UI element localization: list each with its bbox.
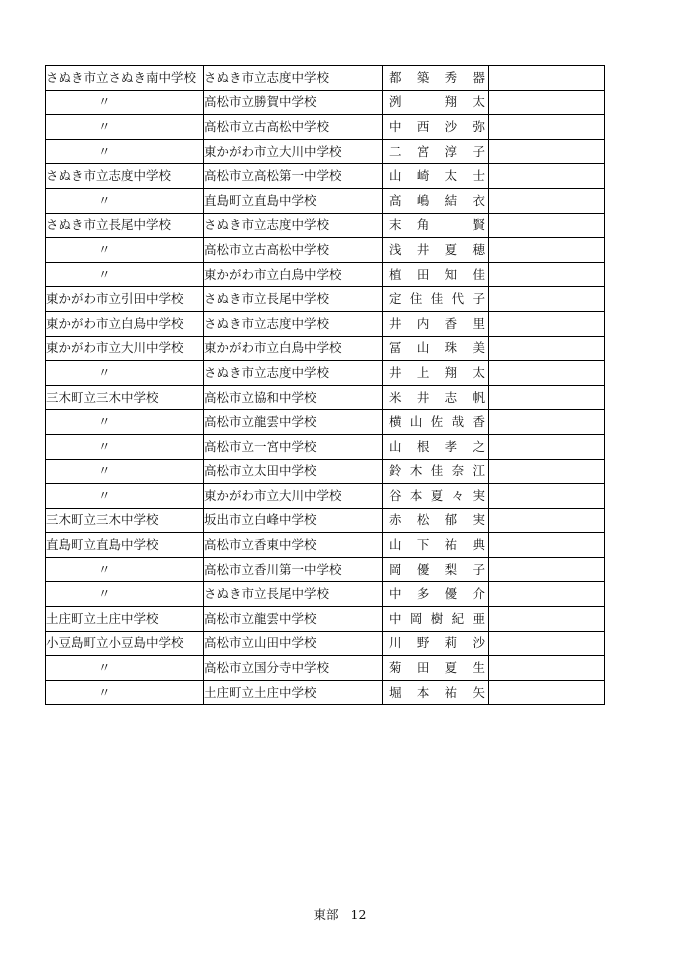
person-name [383,489,488,503]
name-character: 優 [444,586,458,602]
table-row [46,533,605,558]
name-character: 山 [409,414,423,430]
person-name [383,391,488,405]
table-row [46,508,605,533]
name-character: 木 [409,463,423,479]
name-cell [383,434,489,459]
name-character: 祐 [444,684,458,700]
name-cell [383,188,489,213]
name-character: 山 [389,438,402,454]
ditto-mark: 〃 [46,238,204,263]
person-name [383,218,488,232]
from-school-cell: 東かがわ市立大川中学校 [46,336,204,361]
table-row [46,410,605,435]
name-character: 江 [472,463,486,479]
name-character: 里 [472,315,485,331]
from-school-cell: さぬき市立志度中学校 [46,164,204,189]
name-character: 実 [472,487,486,503]
name-character: 宮 [416,143,430,159]
from-school-cell: 直島町立直島中学校 [46,533,204,558]
to-school-cell: さぬき市立志度中学校 [204,213,383,238]
name-character: 嶋 [416,192,430,208]
name-cell [383,656,489,681]
name-character: 中 [389,586,402,602]
to-school-cell: 高松市立高松第一中学校 [204,164,383,189]
to-school-cell: 東かがわ市立白鳥中学校 [204,336,383,361]
name-character: 莉 [444,635,458,651]
ditto-mark: 〃 [46,410,204,435]
name-character: 亜 [472,610,486,626]
name-cell [383,459,489,484]
table-row [46,262,605,287]
name-cell [383,607,489,632]
name-character: 秀 [444,69,458,85]
remarks-cell [489,262,605,287]
table-row [46,459,605,484]
ditto-mark: 〃 [46,115,204,140]
ditto-mark: 〃 [46,90,204,115]
name-cell [383,680,489,705]
name-character: 典 [472,537,485,553]
name-character: 赤 [389,512,402,528]
remarks-cell [489,557,605,582]
name-character: 都 [389,69,402,85]
name-character: 結 [444,192,458,208]
to-school-cell: 東かがわ市立大川中学校 [204,484,383,509]
name-character: 賢 [472,217,485,233]
remarks-cell [489,90,605,115]
name-character: 衣 [472,192,485,208]
remarks-cell [489,164,605,189]
name-cell [383,361,489,386]
person-name [383,415,488,429]
name-character: 堀 [389,684,402,700]
name-character: 山 [389,537,402,553]
remarks-cell [489,607,605,632]
person-name [383,120,488,134]
table-row [46,188,605,213]
name-character: 佳 [472,266,485,282]
table-row [46,385,605,410]
name-character: 洌 [389,94,402,110]
ditto-mark: 〃 [46,459,204,484]
name-character: 定 [389,291,402,307]
name-cell [383,582,489,607]
person-name [383,169,488,183]
table-row [46,336,605,361]
name-cell [383,287,489,312]
page-footer [0,905,680,923]
table-row [46,680,605,705]
name-character: 川 [389,635,402,651]
name-character: 菊 [389,660,402,676]
table-row [46,115,605,140]
name-cell [383,139,489,164]
ditto-mark: 〃 [46,582,204,607]
name-character: 冨 [389,340,402,356]
to-school-cell: 高松市立古高松中学校 [204,238,383,263]
person-name [383,661,488,675]
page-number: 12 [350,907,367,922]
to-school-cell: 東かがわ市立大川中学校 [204,139,383,164]
ditto-mark: 〃 [46,188,204,213]
name-cell [383,90,489,115]
name-character: 田 [416,266,430,282]
name-character: 翔 [444,94,458,110]
name-character: 井 [389,364,402,380]
name-character: 郁 [444,512,458,528]
name-cell [383,557,489,582]
name-character: 末 [389,217,402,233]
name-cell [383,533,489,558]
name-character: 本 [409,487,423,503]
remarks-cell [489,213,605,238]
person-name [383,317,488,331]
name-character: 夏 [444,241,458,257]
person-name [383,563,488,577]
name-character [445,218,458,232]
name-character: 孝 [444,438,458,454]
name-character: 内 [416,315,430,331]
person-name [383,686,488,700]
to-school-cell: 高松市立協和中学校 [204,385,383,410]
name-character: 井 [416,241,430,257]
name-character: 下 [416,537,430,553]
name-character: 浅 [389,241,402,257]
to-school-cell: 東かがわ市立白鳥中学校 [204,262,383,287]
from-school-cell: 小豆島町立小豆島中学校 [46,631,204,656]
name-character: 佳 [430,291,444,307]
table-row [46,311,605,336]
name-cell [383,484,489,509]
remarks-cell [489,434,605,459]
table-row [46,656,605,681]
name-cell [383,336,489,361]
remarks-cell [489,631,605,656]
ditto-mark: 〃 [46,262,204,287]
name-character: 志 [444,389,458,405]
from-school-cell: 土庄町立土庄中学校 [46,607,204,632]
person-name [383,440,488,454]
name-character: 夏 [444,660,458,676]
to-school-cell: さぬき市立長尾中学校 [204,582,383,607]
name-character: 山 [389,168,402,184]
remarks-cell [489,115,605,140]
name-character: 本 [416,684,430,700]
from-school-cell: 東かがわ市立白鳥中学校 [46,311,204,336]
name-character: 美 [472,340,485,356]
name-character: 二 [389,143,402,159]
to-school-cell: 高松市立太田中学校 [204,459,383,484]
person-name [383,145,488,159]
to-school-cell: 土庄町立土庄中学校 [204,680,383,705]
to-school-cell: 高松市立勝賀中学校 [204,90,383,115]
name-character: 実 [472,512,485,528]
to-school-cell: さぬき市立志度中学校 [204,311,383,336]
ditto-mark: 〃 [46,680,204,705]
name-character: 子 [472,143,485,159]
person-name [383,366,488,380]
name-character: 士 [472,168,485,184]
footer-section: 東部 [313,907,339,922]
name-character: 哉 [451,414,465,430]
to-school-cell: 坂出市立白峰中学校 [204,508,383,533]
to-school-cell: さぬき市立志度中学校 [204,361,383,386]
ditto-mark: 〃 [46,484,204,509]
name-character: 生 [472,660,485,676]
name-character: 子 [472,561,485,577]
name-character: 香 [444,315,458,331]
person-name [383,292,488,306]
name-character: 介 [472,586,485,602]
name-character: 西 [416,118,430,134]
person-name [383,194,488,208]
person-name [383,587,488,601]
name-character: 奈 [451,463,465,479]
from-school-cell: 三木町立三木中学校 [46,508,204,533]
remarks-cell [489,459,605,484]
name-character: 中 [389,610,402,626]
remarks-cell [489,484,605,509]
name-character: 淳 [444,143,458,159]
name-cell [383,164,489,189]
to-school-cell: さぬき市立志度中学校 [204,66,383,91]
name-character: 田 [416,660,430,676]
name-character: 井 [416,389,430,405]
name-character: 横 [389,414,402,430]
name-character: 之 [472,438,485,454]
name-character: 沙 [444,118,458,134]
name-cell [383,385,489,410]
table-row [46,164,605,189]
name-cell [383,410,489,435]
remarks-cell [489,508,605,533]
name-character: 穂 [472,241,485,257]
name-character: 太 [444,168,458,184]
table-row [46,434,605,459]
name-character: 野 [416,635,430,651]
to-school-cell: 高松市立古高松中学校 [204,115,383,140]
table-row [46,66,605,91]
remarks-cell [489,385,605,410]
person-name [383,538,488,552]
from-school-cell: さぬき市立長尾中学校 [46,213,204,238]
name-character: 夏 [430,487,444,503]
name-character: 知 [444,266,458,282]
name-character: 祐 [444,537,458,553]
name-cell [383,66,489,91]
to-school-cell: 高松市立香東中学校 [204,533,383,558]
name-character [417,95,430,109]
table-row [46,607,605,632]
name-cell [383,262,489,287]
person-name [383,513,488,527]
remarks-cell [489,656,605,681]
name-character: 住 [409,291,423,307]
name-character: 山 [416,340,430,356]
person-name [383,268,488,282]
name-character: 翔 [444,364,458,380]
to-school-cell: 高松市立一宮中学校 [204,434,383,459]
name-character: 太 [472,94,485,110]
name-character: 樹 [430,610,444,626]
table-row [46,90,605,115]
name-character: 香 [472,414,486,430]
name-character: 松 [416,512,430,528]
person-name [383,464,488,478]
remarks-cell [489,680,605,705]
name-character: 々 [451,487,465,503]
name-character: 梨 [444,561,458,577]
from-school-cell: さぬき市立さぬき南中学校 [46,66,204,91]
name-character: 岡 [409,610,423,626]
name-character: 紀 [451,610,465,626]
name-cell [383,311,489,336]
name-character: 矢 [472,684,485,700]
person-name [383,71,488,85]
remarks-cell [489,361,605,386]
remarks-cell [489,533,605,558]
ditto-mark: 〃 [46,557,204,582]
name-cell [383,115,489,140]
remarks-cell [489,238,605,263]
name-character: 角 [416,217,430,233]
table-row [46,287,605,312]
name-character: 谷 [389,487,402,503]
name-character: 弥 [472,118,485,134]
name-character: 帆 [472,389,485,405]
name-character: 器 [472,69,485,85]
from-school-cell: 三木町立三木中学校 [46,385,204,410]
to-school-cell: さぬき市立長尾中学校 [204,287,383,312]
remarks-cell [489,188,605,213]
name-character: 根 [416,438,430,454]
ditto-mark: 〃 [46,139,204,164]
to-school-cell: 高松市立国分寺中学校 [204,656,383,681]
name-character: 珠 [444,340,458,356]
to-school-cell: 直島町立直島中学校 [204,188,383,213]
name-character: 米 [389,389,402,405]
ditto-mark: 〃 [46,434,204,459]
table-row [46,361,605,386]
name-character: 中 [389,118,402,134]
remarks-cell [489,336,605,361]
name-character: 岡 [389,561,402,577]
table-row [46,139,605,164]
table-row [46,631,605,656]
name-character: 崎 [416,168,430,184]
transfer-table [45,65,605,705]
person-name [383,341,488,355]
to-school-cell: 高松市立山田中学校 [204,631,383,656]
name-character: 子 [472,291,486,307]
name-character: 優 [416,561,430,577]
remarks-cell [489,66,605,91]
name-character: 築 [416,69,430,85]
remarks-cell [489,311,605,336]
ditto-mark: 〃 [46,656,204,681]
from-school-cell: 東かがわ市立引田中学校 [46,287,204,312]
to-school-cell: 高松市立龍雲中学校 [204,607,383,632]
name-cell [383,508,489,533]
name-character: 多 [416,586,430,602]
table-row [46,582,605,607]
name-character: 井 [389,315,402,331]
person-name [383,636,488,650]
transfer-table-body [46,66,605,705]
name-cell [383,631,489,656]
name-character: 高 [389,192,402,208]
person-name [383,612,488,626]
name-character: 沙 [472,635,485,651]
name-character: 佳 [430,463,444,479]
name-character: 鈴 [389,463,402,479]
table-row [46,557,605,582]
to-school-cell: 高松市立龍雲中学校 [204,410,383,435]
table-row [46,238,605,263]
remarks-cell [489,287,605,312]
name-character: 代 [451,291,465,307]
table-row [46,484,605,509]
name-character: 植 [389,266,402,282]
name-character: 上 [416,364,430,380]
remarks-cell [489,582,605,607]
remarks-cell [489,139,605,164]
person-name [383,243,488,257]
remarks-cell [489,410,605,435]
name-character: 佐 [430,414,444,430]
name-character: 太 [472,364,485,380]
name-cell [383,213,489,238]
person-name [383,95,488,109]
name-cell [383,238,489,263]
table-row [46,213,605,238]
to-school-cell: 高松市立香川第一中学校 [204,557,383,582]
ditto-mark: 〃 [46,361,204,386]
